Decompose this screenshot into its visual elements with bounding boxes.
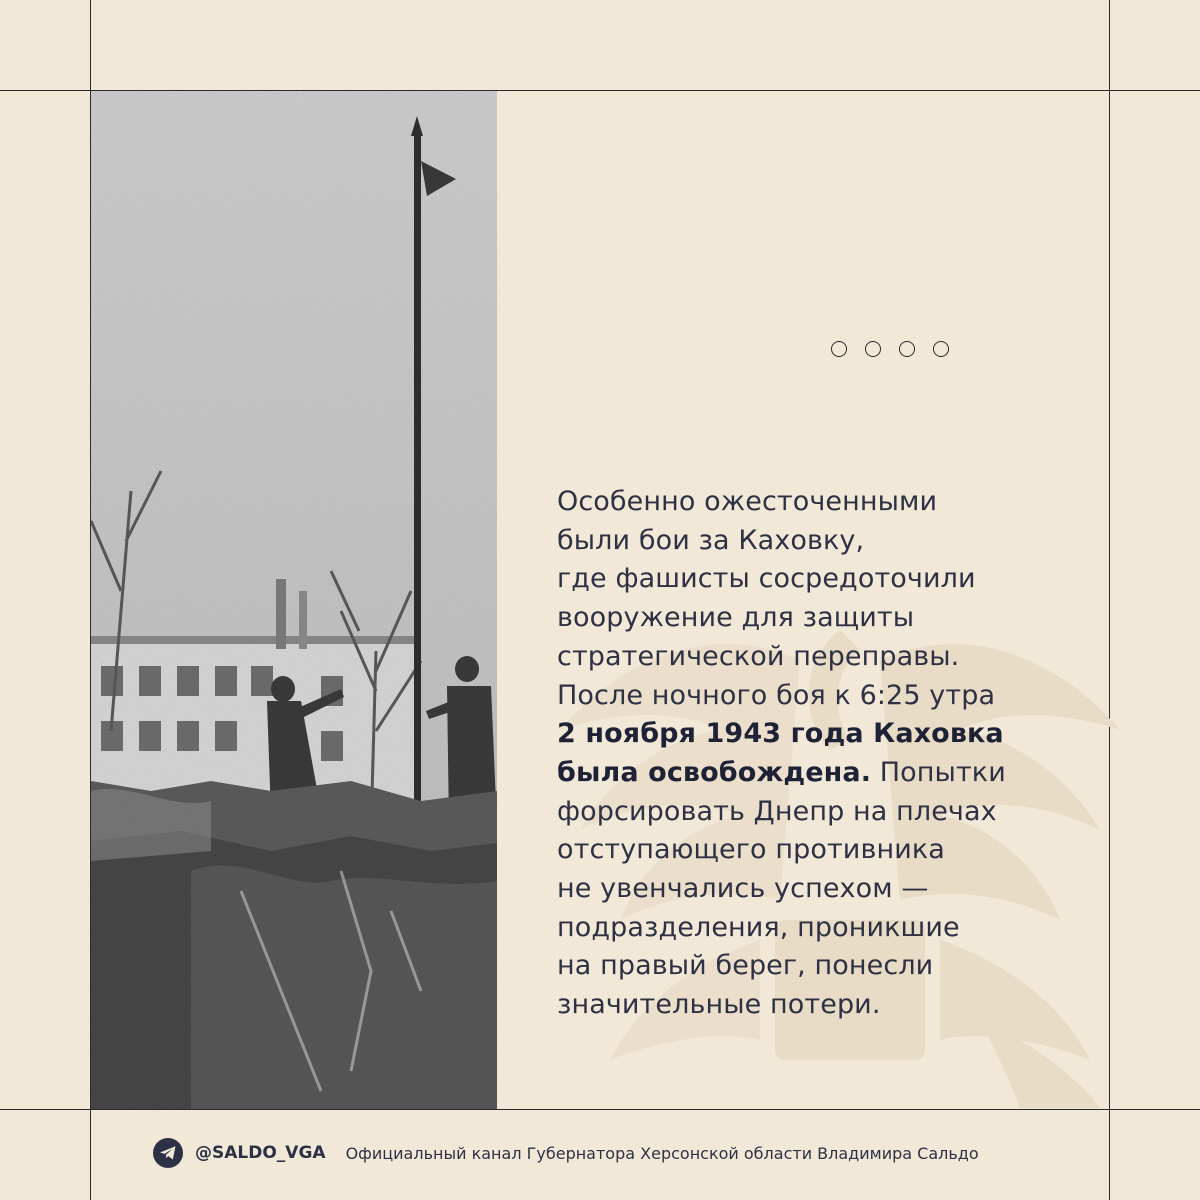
pagination-dots <box>831 341 949 361</box>
footer <box>153 1137 979 1169</box>
bold-liberated: была освобождена. <box>557 756 872 788</box>
text-line-bold <box>557 715 1157 754</box>
text-line: вооружение для защиты <box>557 602 915 634</box>
channel-handle[interactable]: @SALDO_VGA <box>195 1143 326 1163</box>
text-line: стратегической переправы. <box>557 640 960 672</box>
text-line: не увенчались успехом — <box>557 873 929 905</box>
text-line: отступающего противника <box>557 834 945 866</box>
text-line: подразделения, проникшие <box>557 911 960 943</box>
text-line <box>557 754 1157 793</box>
text-line: значительные потери. <box>557 989 881 1021</box>
bold-date: 2 ноября 1943 года Каховка <box>557 718 1004 750</box>
pagination-dot[interactable] <box>899 341 915 357</box>
historical-photo <box>91 91 497 1109</box>
pagination-dot[interactable] <box>933 341 949 357</box>
body-text <box>557 483 1157 1025</box>
text-line: форсировать Днепр на плечах <box>557 795 997 827</box>
text-fragment: Попытки <box>871 756 1006 788</box>
text-line: были бои за Каховку, <box>557 524 865 556</box>
frame-line-bottom <box>0 1109 1200 1110</box>
text-line: где фашисты сосредоточили <box>557 563 976 595</box>
channel-caption: Официальный канал Губернатора Херсонской области Владимира Сальдо <box>345 1143 979 1163</box>
text-line: на правый берег, понесли <box>557 950 934 982</box>
pagination-dot[interactable] <box>831 341 847 357</box>
text-line: После ночного боя к 6:25 утра <box>557 679 996 711</box>
telegram-icon[interactable] <box>153 1138 183 1168</box>
pagination-dot[interactable] <box>865 341 881 357</box>
text-line: Особенно ожесточенными <box>557 486 938 517</box>
